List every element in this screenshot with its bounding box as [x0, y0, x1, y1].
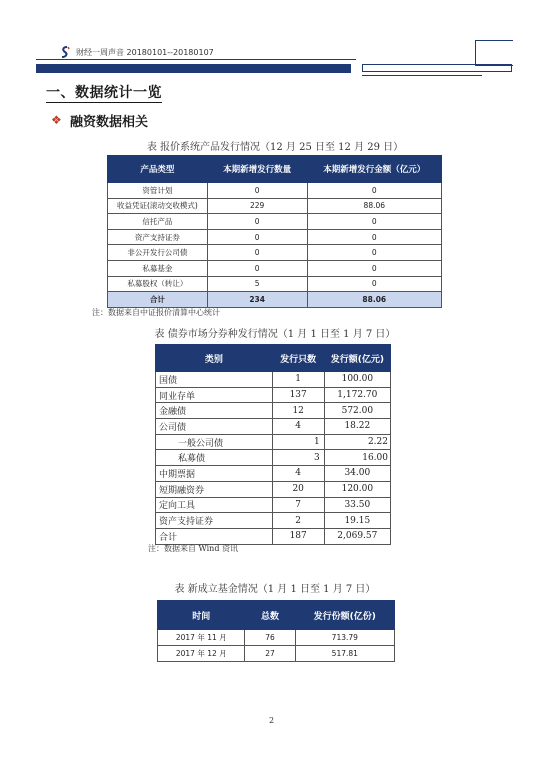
table-row — [108, 229, 442, 245]
section-title: 一、数据统计一览 — [46, 82, 162, 103]
header-decoration-line — [362, 75, 482, 76]
cell: 18.22 — [324, 419, 390, 435]
cell: 137 — [272, 387, 324, 403]
table2-caption: 表 债券市场分券种发行情况（1 月 1 日至 1 月 7 日） — [154, 329, 396, 340]
cell: 4 — [272, 419, 324, 435]
table-row — [108, 183, 442, 199]
header-rule — [36, 59, 356, 60]
table-row — [156, 403, 391, 419]
cell: 4 — [272, 466, 324, 482]
logo-icon — [60, 46, 70, 58]
cell: 一般公司债 — [156, 434, 273, 450]
cell: 5 — [207, 276, 307, 292]
table3-caption: 表 新成立基金情况（1 月 1 日至 1 月 7 日） — [174, 584, 376, 595]
cell: 34.00 — [324, 466, 390, 482]
cell: 16.00 — [324, 450, 390, 466]
table-row — [158, 630, 395, 646]
header-bar — [36, 64, 351, 73]
table-row — [108, 276, 442, 292]
cell: 非公开发行公司债 — [108, 245, 208, 261]
column-header: 发行份额(亿份) — [295, 601, 394, 630]
table2-note: 注：数据来自 Wind 资讯 — [148, 544, 238, 553]
cell: 187 — [272, 528, 324, 544]
table-row — [158, 646, 395, 662]
column-header: 时间 — [158, 601, 245, 630]
table-row — [156, 528, 391, 544]
page-number: 2 — [268, 716, 275, 725]
cell: 0 — [207, 183, 307, 199]
table-row — [108, 198, 442, 214]
cell: 76 — [245, 630, 295, 646]
cell: 27 — [245, 646, 295, 662]
table-row — [156, 513, 391, 529]
table-product-issuance — [107, 155, 442, 308]
table-row — [156, 481, 391, 497]
cell: 19.15 — [324, 513, 390, 529]
column-header: 本期新增发行数量 — [207, 156, 307, 183]
table-row — [156, 450, 391, 466]
table-row — [156, 497, 391, 513]
cell: 2 — [272, 513, 324, 529]
header-decoration-box — [475, 40, 513, 66]
cell: 0 — [307, 245, 441, 261]
column-header: 本期新增发行金额（亿元） — [307, 156, 441, 183]
cell: 0 — [307, 260, 441, 276]
table-row — [108, 245, 442, 261]
table1-caption: 表 报价系统产品发行情况（12 月 25 日至 12 月 29 日） — [146, 142, 404, 153]
table-row — [108, 260, 442, 276]
cell: 0 — [307, 229, 441, 245]
cell: 合计 — [156, 528, 273, 544]
cell: 私募基金 — [108, 260, 208, 276]
cell: 88.06 — [307, 198, 441, 214]
cell: 0 — [207, 245, 307, 261]
cell: 中期票据 — [156, 466, 273, 482]
table-bond-issuance — [155, 344, 391, 545]
cell: 229 — [207, 198, 307, 214]
cell: 资产支持证券 — [108, 229, 208, 245]
table-row — [108, 214, 442, 230]
table-row — [156, 466, 391, 482]
column-header: 发行额(亿元) — [324, 345, 390, 372]
cell: 0 — [307, 276, 441, 292]
column-header: 总数 — [245, 601, 295, 630]
cell: 收益凭证(滚动交收模式) — [108, 198, 208, 214]
diamond-bullet-icon: ❖ — [51, 113, 62, 127]
cell: 517.81 — [295, 646, 394, 662]
cell: 2,069.57 — [324, 528, 390, 544]
cell: 国债 — [156, 372, 273, 388]
cell: 资产支持证券 — [156, 513, 273, 529]
subsection-title: 融资数据相关 — [70, 115, 149, 130]
table-row — [156, 419, 391, 435]
column-header: 发行只数 — [272, 345, 324, 372]
column-header: 类别 — [156, 345, 273, 372]
cell: 私募股权（转让） — [108, 276, 208, 292]
table-row — [156, 372, 391, 388]
cell: 0 — [307, 183, 441, 199]
cell: 12 — [272, 403, 324, 419]
cell: 20 — [272, 481, 324, 497]
cell: 100.00 — [324, 372, 390, 388]
cell: 资管计划 — [108, 183, 208, 199]
cell: 713.79 — [295, 630, 394, 646]
cell: 0 — [207, 214, 307, 230]
cell: 0 — [207, 229, 307, 245]
cell: 2.22 — [324, 434, 390, 450]
header-decoration-box-2 — [362, 64, 512, 72]
cell: 33.50 — [324, 497, 390, 513]
cell: 7 — [272, 497, 324, 513]
table-row — [156, 387, 391, 403]
cell: 信托产品 — [108, 214, 208, 230]
cell: 120.00 — [324, 481, 390, 497]
cell: 2017 年 12 月 — [158, 646, 245, 662]
cell: 公司债 — [156, 419, 273, 435]
header-title: 财经一周声音 20180101--20180107 — [76, 48, 214, 57]
cell: 234 — [207, 292, 307, 308]
cell: 私募债 — [156, 450, 273, 466]
table1-note: 注：数据来自中证报价清算中心统计 — [92, 308, 220, 317]
cell: 0 — [307, 214, 441, 230]
cell: 1 — [272, 434, 324, 450]
table-total-row — [108, 292, 442, 308]
cell: 0 — [207, 260, 307, 276]
cell: 2017 年 11 月 — [158, 630, 245, 646]
table-row — [156, 434, 391, 450]
cell: 3 — [272, 450, 324, 466]
cell: 定向工具 — [156, 497, 273, 513]
cell: 合计 — [108, 292, 208, 308]
column-header: 产品类型 — [108, 156, 208, 183]
cell: 1 — [272, 372, 324, 388]
table-new-funds — [157, 600, 395, 662]
cell: 金融债 — [156, 403, 273, 419]
cell: 1,172.70 — [324, 387, 390, 403]
cell: 572.00 — [324, 403, 390, 419]
cell: 同业存单 — [156, 387, 273, 403]
cell: 88.06 — [307, 292, 441, 308]
cell: 短期融资券 — [156, 481, 273, 497]
